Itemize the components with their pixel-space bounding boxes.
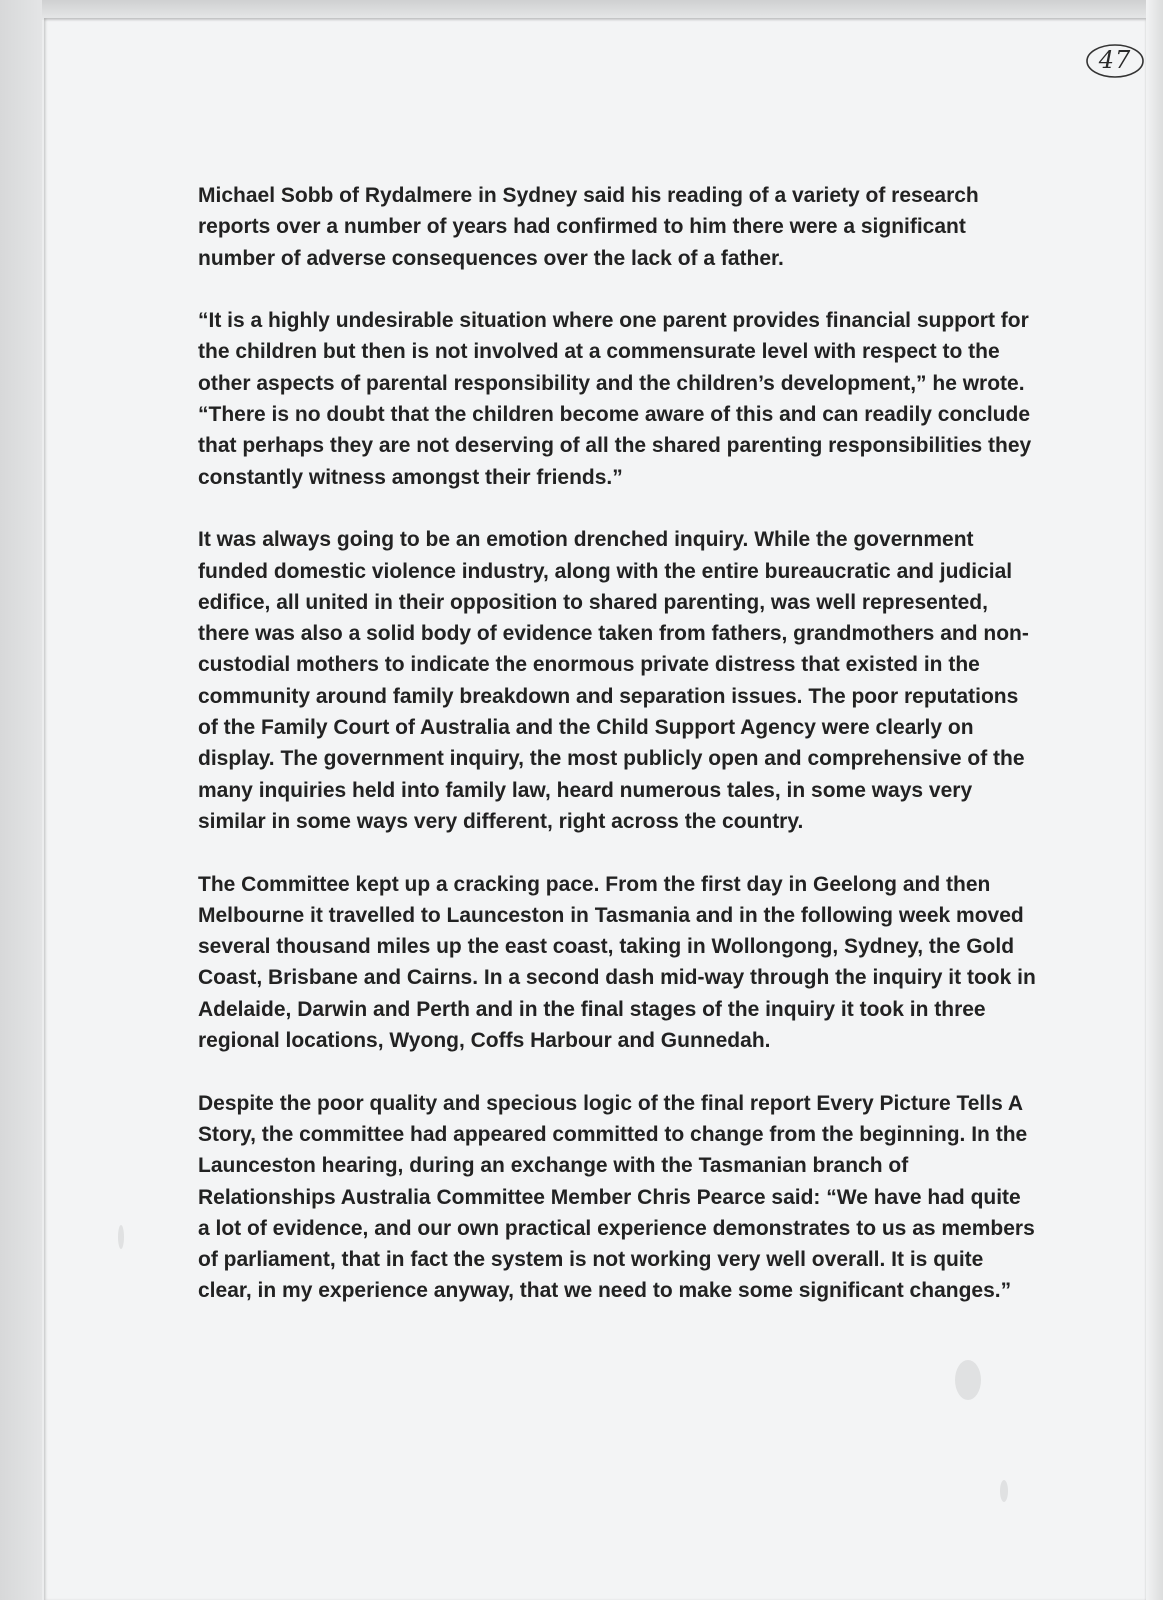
paragraph-5: Despite the poor quality and specious logic of the final report Every Picture Tells A Story, the committee had appeared committed to change from the beginning. In the Launceston hearing, during an exchange with the Tasmanian branch of Relationships Australia Committee Member Chris Pearce said: “We have had quite a lot of evidence, and our own practical experience demonstrates to us as members of parliament, that in fact the system is not working very well overall. It is quite clear, in my experience anyway, that we need to make some significant changes.”: [198, 1091, 1035, 1303]
paragraph-2: “It is a highly undesirable situation where one parent provides financial support for the children but then is not involved at a commensurate level with respect to the other aspects of parental responsibility and the children’s development,” he wrote. “There is no doubt that the children become aware of this and can readily conclude that perhaps they are not deserving of all the shared parenting responsibilities they constantly witness amongst their friends.”: [198, 309, 1032, 489]
scan-smudge: [955, 1360, 981, 1400]
paragraph-1: Michael Sobb of Rydalmere in Sydney said his reading of a variety of research reports over a number of years had confirmed to him there were a significant number of adverse consequences over the lack of a father.: [198, 184, 979, 270]
article-body: [198, 180, 1038, 1338]
page-number: 47: [1098, 46, 1132, 74]
scan-edge-top: [0, 0, 1163, 20]
paragraph-3: It was always going to be an emotion drenched inquiry. While the government funded domestic violence industry, along with the entire bureaucratic and judicial edifice, all united in their opposition to shared parenting, was well represented, there was also a solid body of evidence taken from fathers, grandmothers and non-custodial mothers to indicate the enormous private distress that existed in the community around family breakdown and separation issues. The poor reputations of the Family Court of Australia and the Child Support Agency were clearly on display. The government inquiry, the most publicly open and comprehensive of the many inquiries held into family law, heard numerous tales, in some ways very similar in some ways very different, right across the country.: [198, 528, 1029, 833]
paragraph-4: The Committee kept up a cracking pace. From the first day in Geelong and then Melbourne it travelled to Launceston in Tasmania and in the following week moved several thousand miles up the east coast, taking in Wollongong, Sydney, the Gold Coast, Brisbane and Cairns. In a second dash mid-way through the inquiry it took in Adelaide, Darwin and Perth and in the final stages of the inquiry it took in three regional locations, Wyong, Coffs Harbour and Gunnedah.: [198, 872, 1036, 1053]
scan-smudge: [1000, 1480, 1008, 1502]
scan-smudge: [118, 1225, 124, 1249]
scan-edge-right: [1146, 0, 1163, 1600]
scan-edge-left: [0, 0, 42, 1600]
page-number-annotation: [1085, 42, 1147, 82]
